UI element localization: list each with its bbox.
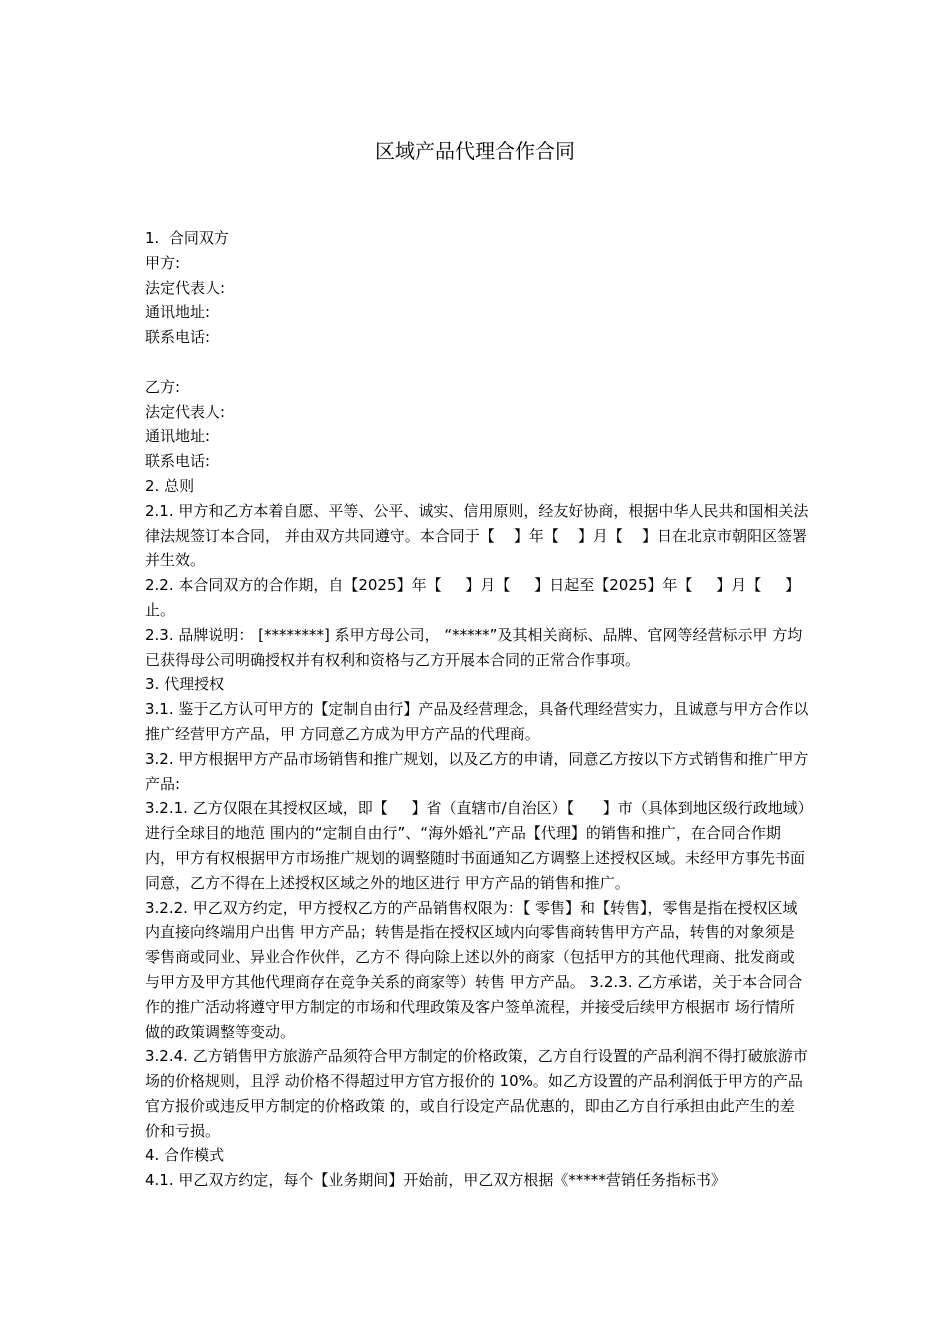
clause-paragraph: 3.2.2. 甲乙双方约定，甲方授权乙方的产品销售权限为：【 零售】和【转售】，零售是指在授权区域内直接向终端用户出售 甲方产品；转售是指在授权区域内向零售商转售甲方产品，转售的对象须是零售商或同业、异业合作伙伴，乙方不 得向除上述以外的商家（包括甲方的其他代理商、批发商或与甲方及甲方其他代理商存在竞争关系的商家等）转售 甲方产品。 3.2.3. 乙方承诺，关于本合同合作的推广活动将遵守甲方制定的市场和代理政策及客户签单流程，并接受后续甲方根据市 场行情所做的政策调整等变动。: [145, 898, 803, 1041]
blank-line: [145, 350, 809, 375]
section-heading: 3. 代理授权: [145, 675, 225, 694]
party-b-label: 乙方:: [145, 377, 181, 396]
party-a-label: 甲方:: [145, 253, 181, 272]
section-heading: 4. 合作模式: [145, 1146, 225, 1165]
clause-paragraph: 4.1. 甲乙双方约定，每个【业务期间】开始前，甲乙双方根据《*****营销任务指标书》: [145, 1171, 726, 1190]
clause-paragraph: 3.1. 鉴于乙方认可甲方的【定制自由行】产品及经营理念，具备代理经营实力，且诚意与甲方合作以推广经营甲方产品，甲 方同意乙方成为甲方产品的代理商。: [145, 700, 809, 743]
party-b-address: 通讯地址:: [145, 427, 211, 446]
clause-paragraph: 3.2. 甲方根据甲方产品市场销售和推广规划，以及乙方的申请，同意乙方按以下方式销售和推广甲方产品:: [145, 749, 809, 793]
clause-paragraph: 3.2.4. 乙方销售甲方旅游产品须符合甲方制定的价格政策，乙方自行设置的产品利润不得打破旅游市场的价格规则，且浮 动价格不得超过甲方官方报价的 10%。如乙方设置的产品利润低于甲方的产品官方报价或违反甲方制定的价格政策 的，或自行设定产品优惠的，即由乙方自行承担由此产生的差价和亏损。: [145, 1047, 808, 1140]
document-body: [145, 226, 809, 1193]
party-b-phone: 联系电话:: [145, 452, 211, 471]
clause-paragraph: 2.3. 品牌说明： [********] 系甲方母公司， “*****”及其相关商标、品牌、官网等经营标示甲 方均已获得母公司明确授权并有权利和资格与乙方开展本合同的正常合作事项。: [145, 625, 803, 669]
clause-paragraph: 2.1. 甲方和乙方本着自愿、平等、公平、诚实、信用原则，经友好协商，根据中华人民共和国相关法律法规签订本合同， 并由双方共同遵守。本合同于【 】年【 】月【 】日在北京市朝阳区签署并生效。: [145, 501, 809, 570]
section-heading: 1. 合同双方: [145, 229, 229, 247]
party-a-address: 通讯地址:: [145, 303, 211, 322]
party-b-representative: 法定代表人:: [145, 402, 226, 421]
clause-paragraph: 2.2. 本合同双方的合作期，自【2025】年【 】月【 】日起至【2025】年【 】月【 】止。: [145, 576, 801, 619]
party-a-phone: 联系电话:: [145, 328, 211, 347]
section-heading: 2. 总则: [145, 476, 195, 495]
party-a-representative: 法定代表人:: [145, 278, 226, 297]
document-title: 区域产品代理合作合同: [375, 139, 575, 163]
clause-paragraph: 3.2.1. 乙方仅限在其授权区域，即【 】省（直辖市/自治区）【 】市（具体到地区级行政地域）进行全球目的地范 围内的“定制自由行”、“海外婚礼”产品【代理】的销售和推广，在合同合作期内，甲方有权根据甲方市场推广规划的调整随时书面通知乙方调整上述授权区域。未经甲方事先书面同意，乙方不得在上述授权区域之外的地区进行 甲方产品的销售和推广。: [145, 799, 806, 892]
